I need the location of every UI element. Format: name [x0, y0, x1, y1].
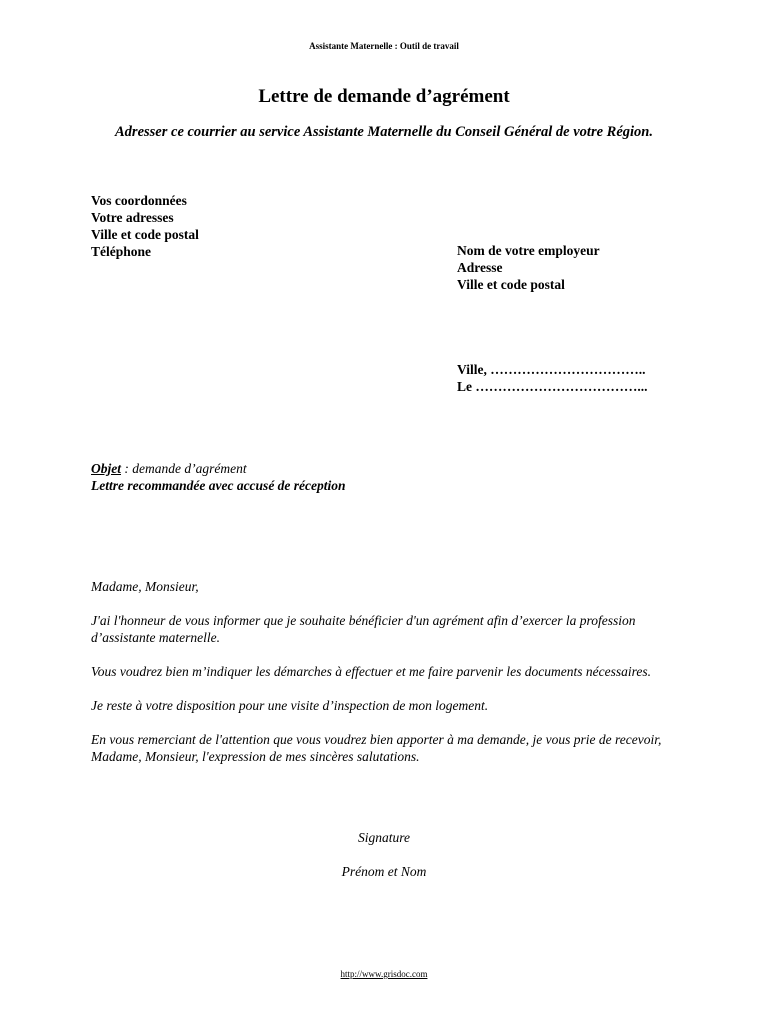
sender-name: Vos coordonnées	[91, 193, 187, 208]
body-paragraph-1: J'ai l'honneur de vous informer que je souhaite bénéficier d'un agrément afin d’exercer la profession d’assistante maternelle.	[91, 613, 636, 645]
subject-value: : demande d’agrément	[121, 461, 247, 476]
subject-label: Objet	[91, 461, 121, 476]
body-paragraph-2: Vous voudrez bien m’indiquer les démarches à effectuer et me faire parvenir les documents nécessaires.	[91, 664, 651, 679]
recipient-address: Adresse	[457, 260, 503, 275]
sender-block	[91, 192, 199, 260]
body-paragraph-3: Je reste à votre disposition pour une visite d’inspection de mon logement.	[91, 698, 489, 713]
signature-label: Signature	[358, 830, 410, 845]
subject-registered-mail: Lettre recommandée avec accusé de réception	[91, 478, 346, 493]
instruction-text: Adresser ce courrier au service Assistante Maternelle du Conseil Général de votre Région.	[115, 124, 653, 140]
date-value: Le ………………………………...	[457, 379, 648, 394]
sender-phone: Téléphone	[91, 244, 152, 259]
letter-body	[91, 578, 691, 782]
signature-name: Prénom et Nom	[341, 864, 427, 879]
date-block	[457, 361, 648, 395]
subject-block	[91, 460, 346, 494]
letter-title: Lettre de demande d’agrément	[258, 86, 510, 107]
footer-link[interactable]: http://www.grisdoc.com	[340, 969, 428, 979]
page-header: Assistante Maternelle : Outil de travail	[309, 41, 459, 51]
greeting: Madame, Monsieur,	[91, 579, 199, 594]
sender-city: Ville et code postal	[91, 227, 199, 242]
recipient-city: Ville et code postal	[457, 277, 565, 292]
recipient-block	[457, 242, 600, 293]
sender-address: Votre adresses	[91, 210, 174, 225]
subject-line	[91, 460, 346, 477]
date-city: Ville, ……………………………..	[457, 362, 646, 377]
recipient-name: Nom de votre employeur	[457, 243, 600, 258]
body-paragraph-4: En vous remerciant de l'attention que vous voudrez bien apporter à ma demande, je vous prie de recevoir, Madame, Monsieur, l'expression de mes sincères salutations.	[91, 732, 662, 764]
